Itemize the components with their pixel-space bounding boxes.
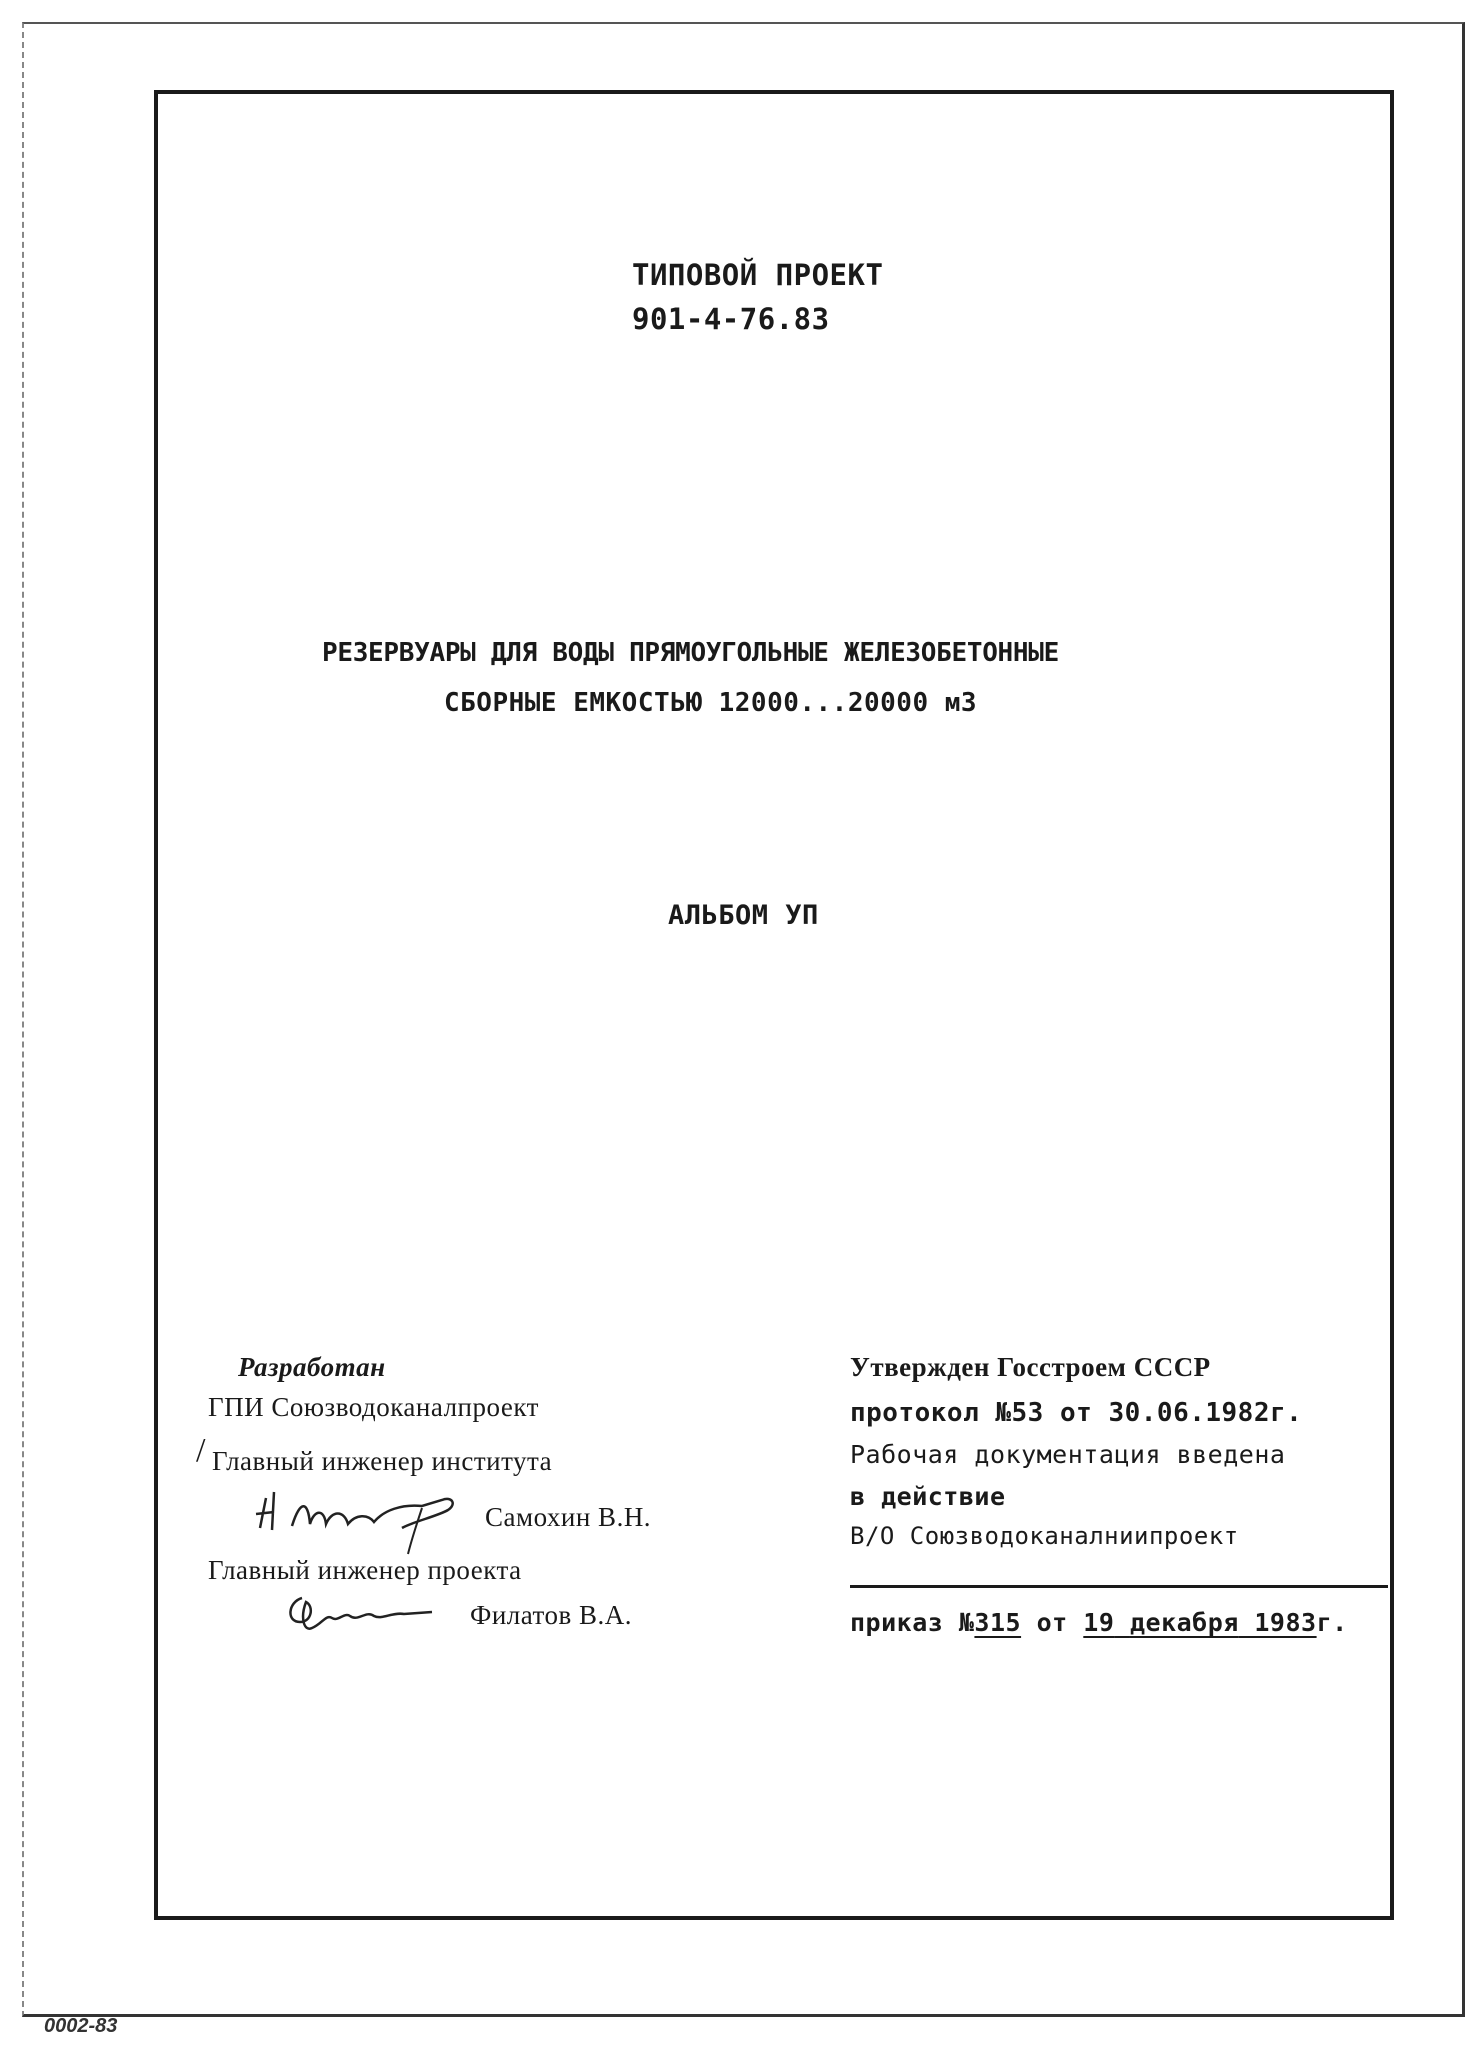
slash-mark: / [196, 1432, 206, 1469]
developer-heading: Разработан [238, 1352, 386, 1382]
document-title-line-1: РЕЗЕРВУАРЫ ДЛЯ ВОДЫ ПРЯМОУГОЛЬНЫЕ ЖЕЛЕЗОБЕТОННЫЕ [322, 638, 1059, 668]
order-prefix: приказ № [850, 1608, 975, 1637]
project-type: ТИПОВОЙ ПРОЕКТ [632, 258, 884, 292]
documentation-line-2: в действие [850, 1482, 1006, 1511]
order-line [850, 1608, 1348, 1637]
order-number: 315 [974, 1608, 1022, 1637]
order-year-suffix: г. [1316, 1608, 1348, 1637]
approved-by: Утвержден Госстроем СССР [850, 1352, 1211, 1382]
chief-engineer-institute-name: Самохин В.Н. [485, 1502, 652, 1532]
developer-organization: ГПИ Союзводоканалпроект [208, 1392, 539, 1422]
document-title-line-2: СБОРНЫЕ ЕМКОСТЬЮ 12000...20000 м3 [444, 688, 978, 718]
order-divider-line [850, 1585, 1388, 1588]
project-number: 901-4-76.83 [632, 302, 830, 336]
signature-filatov [282, 1588, 442, 1638]
approving-organization: В/О Союзводоканалниипроект [850, 1522, 1239, 1550]
chief-engineer-project-name: Филатов В.А. [470, 1600, 632, 1630]
signature-samokhin [252, 1480, 477, 1555]
title-block-frame [154, 90, 1394, 1920]
order-year: 1983 [1238, 1608, 1317, 1637]
approval-protocol: протокол №53 от 30.06.1982г. [850, 1398, 1303, 1428]
chief-engineer-institute-title: Главный инженер института [212, 1446, 553, 1476]
order-day: 19 [1083, 1608, 1115, 1637]
order-date [1083, 1608, 1316, 1637]
chief-engineer-project-title: Главный инженер проекта [208, 1555, 522, 1585]
album-label: АЛЬБОМ УП [668, 900, 819, 931]
order-from: от [1021, 1608, 1084, 1637]
footer-archive-code: 0002-83 [44, 2015, 118, 2037]
documentation-line-1: Рабочая документация введена [850, 1440, 1286, 1469]
order-month: декабря [1129, 1608, 1239, 1637]
